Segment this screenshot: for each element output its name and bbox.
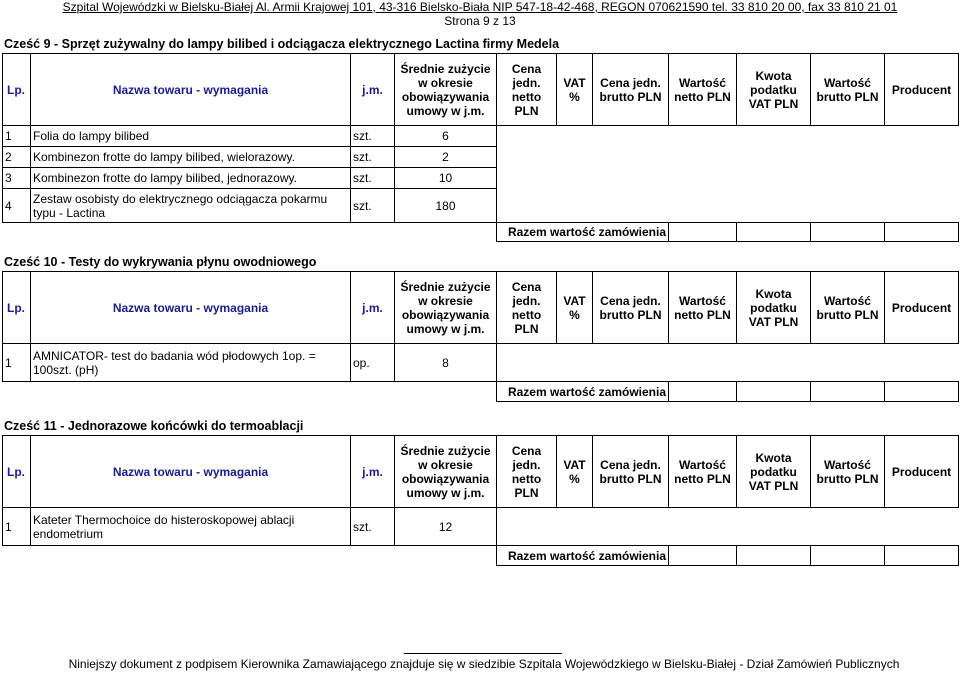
col-wartosc-netto: Wartość netto PLN: [669, 436, 737, 508]
col-producent: Producent: [885, 272, 959, 344]
cell-lp: 1: [3, 126, 31, 147]
razem-row: [3, 223, 959, 242]
razem-kwota-vat: [737, 223, 811, 242]
col-wartosc-brutto: Wartość brutto PLN: [811, 436, 885, 508]
table-row: [3, 508, 959, 546]
signature-line: [404, 653, 562, 654]
razem-producent: [885, 382, 959, 402]
cell-lp: 1: [3, 344, 31, 382]
cell-qty: 10: [395, 168, 497, 189]
cell-lp: 1: [3, 508, 31, 546]
cell-jm: szt.: [351, 508, 395, 546]
col-nazwa: Nazwa towaru - wymagania: [31, 54, 351, 126]
col-kwota-vat: Kwota podatku VAT PLN: [737, 54, 811, 126]
razem-kwota-vat: [737, 546, 811, 566]
razem-row: [3, 382, 959, 402]
razem-wartosc-netto: [669, 382, 737, 402]
col-kwota-vat: Kwota podatku VAT PLN: [737, 436, 811, 508]
empty-cells: [497, 147, 959, 168]
col-wartosc-netto: Wartość netto PLN: [669, 54, 737, 126]
col-producent: Producent: [885, 54, 959, 126]
cell-jm: szt.: [351, 147, 395, 168]
cell-lp: 3: [3, 168, 31, 189]
empty-cells: [497, 344, 959, 382]
document-footer: Niniejszy dokument z podpisem Kierownika Zamawiającego znajduje się w siedzibie Szpitala Wojewódzkiego w Bielsku-Białej - Dział Zamówień Publicznych: [68, 657, 900, 671]
section-11-table: [2, 435, 959, 566]
col-lp: Lp.: [3, 54, 31, 126]
col-vat: VAT %: [557, 272, 593, 344]
cell-qty: 8: [395, 344, 497, 382]
col-zuzycie: Średnie zużycie w okresie obowiązywania umowy w j.m.: [395, 54, 497, 126]
col-lp: Lp.: [3, 272, 31, 344]
table-row: [3, 147, 959, 168]
section-9-table: [2, 53, 959, 242]
page-number: Strona 9 z 13: [444, 14, 516, 28]
section-10-table: [2, 271, 959, 402]
col-wartosc-netto: Wartość netto PLN: [669, 272, 737, 344]
razem-label: Razem wartość zamówienia: [497, 546, 669, 566]
razem-label: Razem wartość zamówienia: [497, 223, 669, 242]
col-wartosc-brutto: Wartość brutto PLN: [811, 54, 885, 126]
cell-nazwa: Zestaw osobisty do elektrycznego odciągacza pokarmu typu - Lactina: [31, 189, 351, 223]
col-kwota-vat: Kwota podatku VAT PLN: [737, 272, 811, 344]
col-nazwa: Nazwa towaru - wymagania: [31, 436, 351, 508]
col-cena-netto: Cena jedn. netto PLN: [497, 272, 557, 344]
col-cena-netto: Cena jedn. netto PLN: [497, 54, 557, 126]
col-nazwa: Nazwa towaru - wymagania: [31, 272, 351, 344]
razem-kwota-vat: [737, 382, 811, 402]
table-row: [3, 126, 959, 147]
table-header-row: [3, 54, 959, 126]
razem-wartosc-brutto: [811, 546, 885, 566]
table-row: [3, 344, 959, 382]
col-cena-netto: Cena jedn. netto PLN: [497, 436, 557, 508]
table-header-row: [3, 436, 959, 508]
empty-cells: [497, 168, 959, 189]
col-vat: VAT %: [557, 436, 593, 508]
section-9-title: Cześć 9 - Sprzęt zużywalny do lampy bilibed i odciągacza elektrycznego Lactina firmy Medela: [4, 37, 560, 51]
empty-cells: [497, 189, 959, 223]
cell-qty: 2: [395, 147, 497, 168]
razem-label: Razem wartość zamówienia: [497, 382, 669, 402]
cell-qty: 6: [395, 126, 497, 147]
col-cena-brutto: Cena jedn. brutto PLN: [593, 54, 669, 126]
section-10-title: Cześć 10 - Testy do wykrywania płynu owodniowego: [4, 255, 317, 269]
hospital-info: Szpital Wojewódzki w Bielsku-Białej Al. Armii Krajowej 101, 43-316 Bielsko-Biała NIP 547-18-42-468, REGON 070621590 tel. 33 810 20 00, fax 33 810 21 01: [62, 0, 898, 14]
col-jm: j.m.: [351, 436, 395, 508]
razem-wartosc-netto: [669, 546, 737, 566]
empty-cells: [497, 508, 959, 546]
col-jm: j.m.: [351, 272, 395, 344]
razem-wartosc-brutto: [811, 223, 885, 242]
cell-jm: szt.: [351, 126, 395, 147]
col-vat: VAT %: [557, 54, 593, 126]
col-zuzycie: Średnie zużycie w okresie obowiązywania umowy w j.m.: [395, 272, 497, 344]
col-cena-brutto: Cena jedn. brutto PLN: [593, 272, 669, 344]
col-cena-brutto: Cena jedn. brutto PLN: [593, 436, 669, 508]
cell-nazwa: Folia do lampy bilibed: [31, 126, 351, 147]
cell-nazwa: Kombinezon frotte do lampy bilibed, jednorazowy.: [31, 168, 351, 189]
col-zuzycie: Średnie zużycie w okresie obowiązywania umowy w j.m.: [395, 436, 497, 508]
cell-qty: 12: [395, 508, 497, 546]
table-header-row: [3, 272, 959, 344]
cell-jm: szt.: [351, 189, 395, 223]
document-header: [0, 0, 960, 14]
cell-nazwa: Kombinezon frotte do lampy bilibed, wielorazowy.: [31, 147, 351, 168]
cell-nazwa: AMNICATOR- test do badania wód płodowych 1op. = 100szt. (pH): [31, 344, 351, 382]
razem-producent: [885, 223, 959, 242]
col-producent: Producent: [885, 436, 959, 508]
cell-jm: szt.: [351, 168, 395, 189]
col-jm: j.m.: [351, 54, 395, 126]
col-wartosc-brutto: Wartość brutto PLN: [811, 272, 885, 344]
section-11-title: Cześć 11 - Jednorazowe końcówki do termoablacji: [4, 419, 304, 433]
cell-nazwa: Kateter Thermochoice do histeroskopowej ablacji endometrium: [31, 508, 351, 546]
cell-lp: 2: [3, 147, 31, 168]
razem-wartosc-netto: [669, 223, 737, 242]
cell-qty: 180: [395, 189, 497, 223]
razem-row: [3, 546, 959, 566]
table-row: [3, 168, 959, 189]
empty-cells: [497, 126, 959, 147]
table-row: [3, 189, 959, 223]
razem-producent: [885, 546, 959, 566]
razem-wartosc-brutto: [811, 382, 885, 402]
cell-jm: op.: [351, 344, 395, 382]
col-lp: Lp.: [3, 436, 31, 508]
cell-lp: 4: [3, 189, 31, 223]
